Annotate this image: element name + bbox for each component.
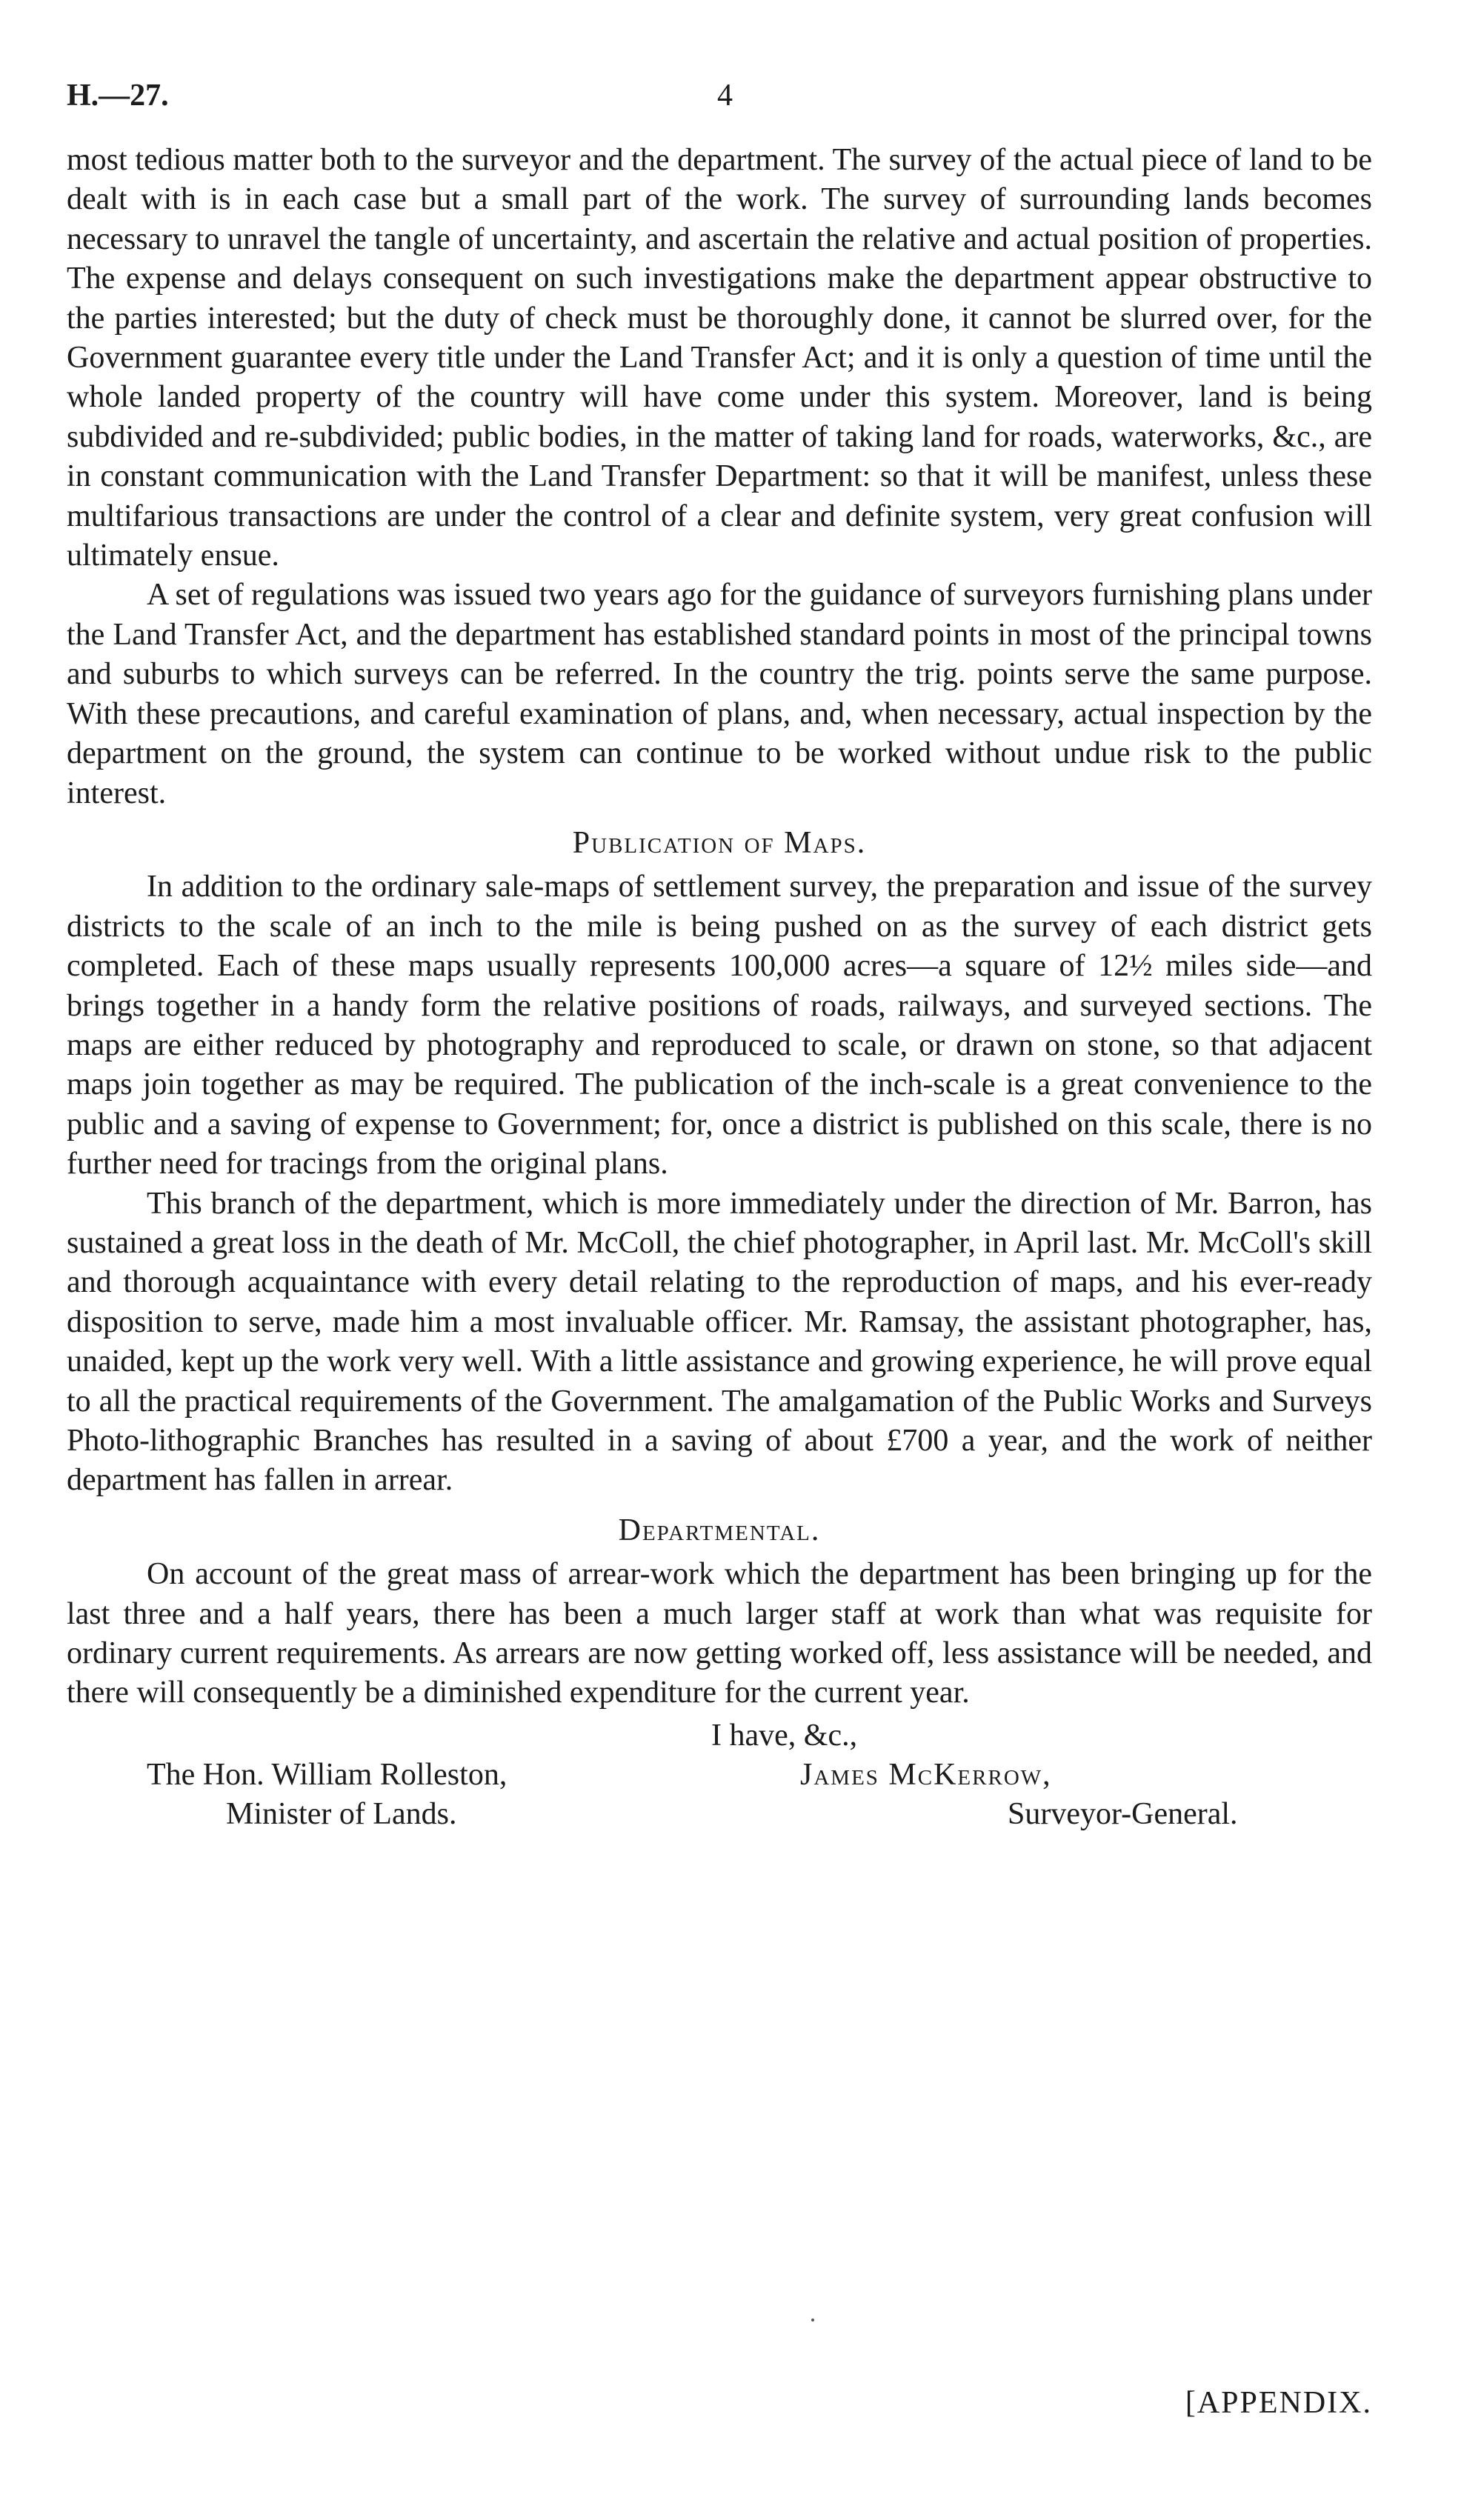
section-heading-publication-of-maps: Publication of Maps.	[572, 825, 867, 860]
i-have-text: I have, &c.,	[711, 1718, 858, 1753]
paragraph-regulations: A set of regulations was issued two years ago for the guidance of surveyors furnishing plans under the Land Transfer Act, and the department has established standard points in most of the principal towns and suburbs to which surveys can be referred. In the country the trig. points serve the same purpose. With these precautions, and careful examination of plans, and, when necessary, actual inspection by the department on the ground, the system can continue to be worked without undue risk to the public interest.	[67, 578, 1372, 810]
printer-dot	[811, 2319, 814, 2321]
signatory-name: James McKerrow,	[800, 1757, 1052, 1792]
signature-row	[67, 1756, 1372, 1795]
page-header	[67, 78, 1372, 122]
paragraph-continuation: most tedious matter both to the surveyor and the department. The survey of the actual piece of land to be dealt with is in each case but a small part of the work. The survey of surrounding lands becomes necessary to unravel the tangle of uncertainty, and ascertain the relative and actual position of properties. The expense and delays consequent on such investigations make the department appear obstructive to the parties interested; but the duty of check must be thoroughly done, it cannot be slurred over, for the Government guarantee every title under the Land Transfer Act; and it is only a question of time until the whole landed property of the country will have come under this system. Moreover, land is being subdivided and re-subdivided; public bodies, in the matter of taking land for roads, waterworks, &c., are in constant communication with the Land Transfer Department: so that it will be manifest, unless these multifarious transactions are under the control of a clear and definite system, very great confusion will ultimately ensue.	[67, 143, 1372, 573]
paragraph-departmental: On account of the great mass of arrear-work which the department has been bringing up for the last three and a half years, there has been a much larger staff at work than what was requisite for ordinary current requirements. As arrears are now getting worked off, less assistance will be needed, and there will consequently be a diminished expenditure for the current year.	[67, 1557, 1372, 1710]
signatory-title: Surveyor-General.	[1008, 1796, 1238, 1831]
addressee-title: Minister of Lands.	[226, 1796, 457, 1831]
section-heading-departmental: Departmental.	[618, 1513, 821, 1547]
signature-title-row	[67, 1795, 1372, 1834]
addressee-name: The Hon. William Rolleston,	[147, 1757, 507, 1792]
paragraph-photography-branch: This branch of the department, which is more immediately under the direction of Mr. Barron, has sustained a great loss in the death of Mr. McColl, the chief photographer, in April last. Mr. McColl's skill and thorough acquaintance with every detail relating to the reproduction of maps, and his ever-ready disposition to serve, made him a most invaluable officer. Mr. Ramsay, the assistant photographer, has, unaided, kept up the work very well. With a little assistance and growing experience, he will prove equal to all the practical requirements of the Government. The amalgamation of the Public Works and Surveys Photo-lithographic Branches has resulted in a saving of about £700 a year, and the work of neither department has fallen in arrear.	[67, 1186, 1372, 1498]
catchword: [APPENDIX.	[1185, 2386, 1372, 2420]
paragraph-maps: In addition to the ordinary sale-maps of settlement survey, the preparation and issue of the survey districts to the scale of an inch to the mile is being pushed on as the survey of each district gets completed. Each of these maps usually represents 100,000 acres—a square of 12½ miles side—and brings together in a handy form the relative positions of roads, railways, and surveyed sections. The maps are either reduced by photography and reproduced to scale, or drawn on stone, so that adjacent maps join together as may be required. The publication of the inch-scale is a great convenience to the public and a saving of expense to Government; for, once a district is published on this scale, there is no further need for tracings from the original plans.	[67, 870, 1372, 1181]
closing-salutation	[67, 1716, 1372, 1756]
document-reference: H.—27.	[67, 79, 169, 113]
page-body	[67, 141, 1372, 1834]
page-number: 4	[717, 79, 733, 113]
